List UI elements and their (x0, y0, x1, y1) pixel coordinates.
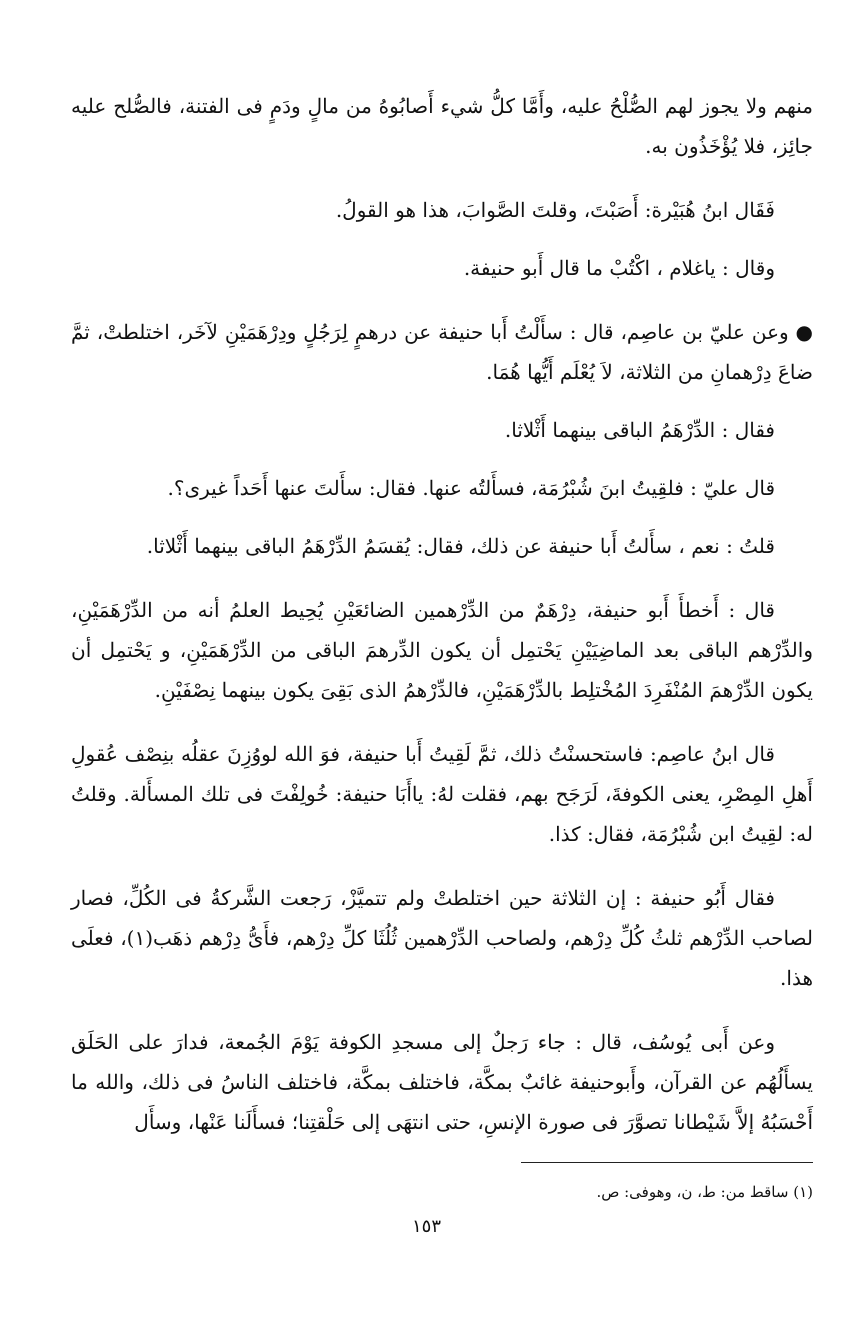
paragraph-2: فَقَال ابنُ هُبَيْرة: أَصَبْتَ، وقلتَ الصَّوابَ، هذا هو القولُ. (335, 198, 775, 222)
paragraph-1: منهم ولا يجوز لهم الصُّلْحُ عليه، وأَمَّا كلُّ شيء أَصابُوهُ من مالٍ ودَمٍ فى الفتنة، فالصُّلح عليه جائِز، فلا يُؤْخَذُون به. (71, 94, 813, 158)
paragraph-10: فقال أَبُو حنيفة : إن الثلاثة حين اختلطتْ ولم تتميَّزْ، رَجعت الشَّركةُ فى الكُلِّ، فصار لصاحب الدِّرْهم ثلثُ كُلِّ دِرْهم، ولصاحب الدِّرْهمين ثُلُثَا كلِّ دِرْهم، فأَىُّ دِرْهم ذهَب(١)، فعلَى هذا. (71, 886, 813, 990)
page-number: ١٥٣ (411, 1216, 441, 1237)
paragraph-4: ● وعن عليّ بن عاصِم، قال : سأَلْتُ أَبا حنيفة عن درهمٍ لِرَجُلٍ ودِرْهَمَيْنِ لآخَر، اختلطتْ، ثمَّ ضاعَ دِرْهمانِ من الثلاثة، لاَ يُعْلَم أَيُّها هُمَا. (71, 320, 813, 384)
footnote: (١) ساقط من: ط، ن، وهوفى: ص. (596, 1183, 813, 1201)
paragraph-11: وعن أَبى يُوسُف، قال : جاء رَجلٌ إلى مسجدِ الكوفة يَوْمَ الجُمعة، فدارَ على الحَلَق يسأَلُهُم عن القرآن، وأَبوحنيفة غائبٌ بمكَّة، فاختلف بمكَّة، فاختلف الناسُ فى ذلك، والله ما أَحْسَبُهُ إلاَّ شَيْطانا تصوَّرَ فى صورة الإنسِ، حتى انتهَى إلى حَلْقتِنا؛ فسأَلَنا عَنْها، وسأَل (71, 1030, 813, 1134)
paragraph-3: وقال : ياغلام ، اكْتُبْ ما قال أَبو حنيفة. (463, 256, 775, 280)
paragraph-8: قال : أَخطأَ أَبو حنيفة، دِرْهَمٌ من الدِّرْهمين الضائعَيْنِ يُحِيط العلمُ أنه من الدِّرْهَمَيْنِ، والدِّرْهم الباقى بعد الماضِيَيْنِ يَحْتمِل أن يكون الدِّرهمَ الباقى من الدِّرْهَمَيْنِ، و يَحْتمِل أن يكون الدِّرْهمَ المُنْفَرِدَ المُخْتلِط بالدِّرْهَمَيْنِ، فالدِّرْهمُ الذى بَقِىَ يكون بينهما نِصْفَيْنِ. (71, 598, 813, 702)
paragraph-5: فقال : الدِّرْهَمُ الباقى بينهما أَثْلاثا. (504, 418, 775, 442)
paragraph-9: قال ابنُ عاصِم: فاستحسنْتُ ذلك، ثمَّ لَقِيتُ أَبا حنيفة، فوَ الله لووُزِنَ عقلُه بنِصْف عُقولِ أَهلِ المِصْرِ، يعنى الكوفةَ، لَرَجَح بهم، فقلت لهُ: ياأَبَا حنيفة: خُولِفْتَ فى تلك المسأَلة. وقلتُ له: لقِيتُ ابن شُبْرُمَة، فقال: كذا. (71, 742, 813, 846)
page-body (71, 86, 813, 1142)
paragraph-7: قلتُ : نعم ، سأَلتُ أَبا حنيفة عن ذلك، فقال: يُقسَمُ الدِّرْهَمُ الباقى بينهما أَثْلاثا. (146, 534, 775, 558)
footnote-divider (521, 1162, 813, 1163)
paragraph-6: قال عليّ : فلقِيتُ ابنَ شُبْرُمَة، فسأَلتُه عنها. فقال: سأَلتَ عنها أَحَداً غيرى؟. (167, 476, 775, 500)
